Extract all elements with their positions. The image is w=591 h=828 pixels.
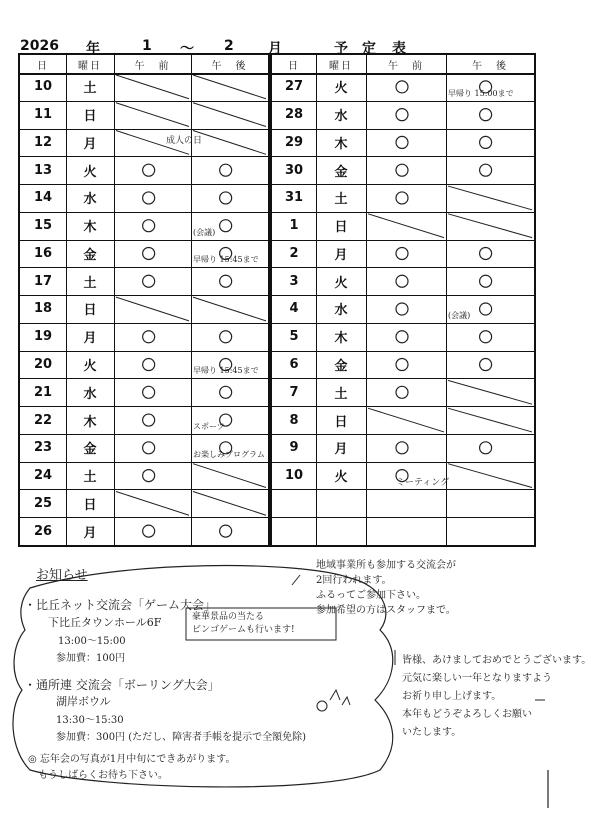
date-cell: 20 xyxy=(33,357,53,373)
pm-note: お楽しみプログラム xyxy=(193,449,265,459)
date-cell: 11 xyxy=(33,107,53,123)
weekday-cell: 土 xyxy=(83,275,97,291)
date-cell: 19 xyxy=(33,329,53,345)
weekday-cell: 日 xyxy=(83,109,97,125)
weekday-cell: 月 xyxy=(334,442,348,458)
weekday-cell: 月 xyxy=(334,247,348,263)
title-nen: 年 xyxy=(86,41,100,57)
weekday-cell: 土 xyxy=(83,81,97,97)
title-hyo: 表 xyxy=(392,41,406,57)
date-cell: 3 xyxy=(289,273,299,289)
date-cell: 27 xyxy=(284,79,304,95)
header-day: 日 xyxy=(288,60,300,72)
weekday-cell: 日 xyxy=(334,414,348,430)
weekday-cell: 木 xyxy=(334,136,348,152)
date-cell: 21 xyxy=(33,384,53,400)
weekday-cell: 月 xyxy=(83,331,97,347)
weekday-cell: 月 xyxy=(83,136,97,152)
date-cell: 12 xyxy=(33,134,53,150)
weekday-cell: 金 xyxy=(83,247,97,263)
date-cell: 28 xyxy=(284,107,304,123)
date-cell: 6 xyxy=(289,357,299,373)
pm-note: スポーツ xyxy=(193,421,225,431)
greeting-message: 皆様、あけましておめでとうございます。 元気に楽しい一年となりますよう お祈り申し上げます。 本年もどうぞよろしくお願い いたします。 xyxy=(402,655,591,738)
date-cell: 25 xyxy=(33,495,53,511)
date-cell: 8 xyxy=(289,412,299,428)
notice-top-right: 地域事業所も参加する交流会が 2回行われます。 ふるってご参加下さい。 参加希望の方はスタッフまで。 xyxy=(316,560,456,616)
date-cell: 24 xyxy=(33,468,53,484)
weekday-cell: 木 xyxy=(83,220,97,236)
weekday-cell: 日 xyxy=(83,497,97,513)
am-note: ミーティング xyxy=(396,478,450,489)
weekday-cell: 火 xyxy=(334,470,348,486)
header-am: 午 前 xyxy=(134,60,171,72)
pm-note: (会議) xyxy=(193,227,216,237)
header-day: 日 xyxy=(37,60,49,72)
notice-item2-fee: 参加費：300円 (ただし、障害者手帳を提示で全額免除) xyxy=(56,732,307,743)
notice-bingo-note: 豪華景品の当たる ビンゴゲームも行います! xyxy=(192,612,295,635)
title-to: 2 xyxy=(224,38,234,54)
weekday-cell: 水 xyxy=(334,109,348,125)
weekday-cell: 月 xyxy=(83,525,97,541)
notice-item2-time: 13:30〜15:30 xyxy=(56,715,124,726)
weekday-cell: 水 xyxy=(83,192,97,208)
date-cell: 18 xyxy=(33,301,53,317)
title-tsuki: 月 xyxy=(268,41,282,57)
pm-note: 早帰り 15:45まで xyxy=(193,366,259,376)
weekday-cell: 火 xyxy=(334,275,348,291)
date-cell: 2 xyxy=(289,245,299,261)
title-tei: 定 xyxy=(362,41,376,57)
title-yo: 予 xyxy=(334,41,348,57)
date-cell: 23 xyxy=(33,440,53,456)
title-sep: 〜 xyxy=(180,41,194,57)
weekday-cell: 木 xyxy=(83,414,97,430)
header-weekday: 曜日 xyxy=(78,60,102,72)
date-cell: 1 xyxy=(289,218,299,234)
pm-note: 早帰り 15:45まで xyxy=(193,255,259,265)
notice-item1-title: ・比丘ネット交流会「ゲーム大会」 xyxy=(24,598,217,612)
weekday-cell: 水 xyxy=(334,303,348,319)
weekday-cell: 火 xyxy=(83,359,97,375)
date-cell: 17 xyxy=(33,273,53,289)
header-pm: 午 後 xyxy=(211,60,248,72)
notice-item3: ◎ 忘年会の写真が1月中旬にできあがります。 もうしばらくお待ち下さい。 xyxy=(28,754,236,781)
header-weekday: 曜日 xyxy=(329,60,353,72)
notice-item2-place: 湖岸ボウル xyxy=(56,695,111,708)
date-cell: 31 xyxy=(284,190,304,206)
date-cell: 22 xyxy=(33,412,53,428)
header-am: 午 前 xyxy=(388,60,424,72)
date-cell: 14 xyxy=(33,190,53,206)
weekday-cell: 日 xyxy=(334,220,348,236)
date-cell: 16 xyxy=(33,245,53,261)
pm-note: (会議) xyxy=(448,310,471,320)
date-cell: 7 xyxy=(289,384,299,400)
date-cell: 26 xyxy=(33,523,53,539)
notice-item2-title: ・通所連 交流会「ボーリング大会」 xyxy=(24,678,220,692)
date-cell: 13 xyxy=(33,162,53,178)
notice-item1-place: 下比丘タウンホール6F xyxy=(48,616,162,629)
weekday-cell: 金 xyxy=(334,359,348,375)
date-cell: 30 xyxy=(284,162,304,178)
weekday-cell: 日 xyxy=(83,303,97,319)
notice-item1-time: 13:00〜15:00 xyxy=(58,636,126,647)
header-pm: 午 後 xyxy=(472,60,508,72)
weekday-cell: 火 xyxy=(334,81,348,97)
date-cell: 5 xyxy=(289,329,299,345)
holiday-note: 成人の日 xyxy=(166,135,203,146)
weekday-cell: 水 xyxy=(83,386,97,402)
title-year: 2026 xyxy=(20,38,59,54)
date-cell: 10 xyxy=(33,79,53,95)
date-cell: 15 xyxy=(33,218,53,234)
pm-note: 早帰り 15:00まで xyxy=(448,88,514,98)
title-from: 1 xyxy=(142,38,152,54)
weekday-cell: 火 xyxy=(83,164,97,180)
date-cell: 4 xyxy=(289,301,299,317)
date-cell: 29 xyxy=(284,134,304,150)
date-cell: 9 xyxy=(289,440,299,456)
notice-item1-fee: 参加費：100円 xyxy=(56,653,126,664)
weekday-cell: 金 xyxy=(83,442,97,458)
notice-heading: お知らせ xyxy=(36,568,88,583)
date-cell: 10 xyxy=(284,468,304,484)
weekday-cell: 木 xyxy=(334,331,348,347)
weekday-cell: 金 xyxy=(334,164,348,180)
weekday-cell: 土 xyxy=(83,470,97,486)
weekday-cell: 土 xyxy=(334,192,348,208)
weekday-cell: 土 xyxy=(334,386,348,402)
